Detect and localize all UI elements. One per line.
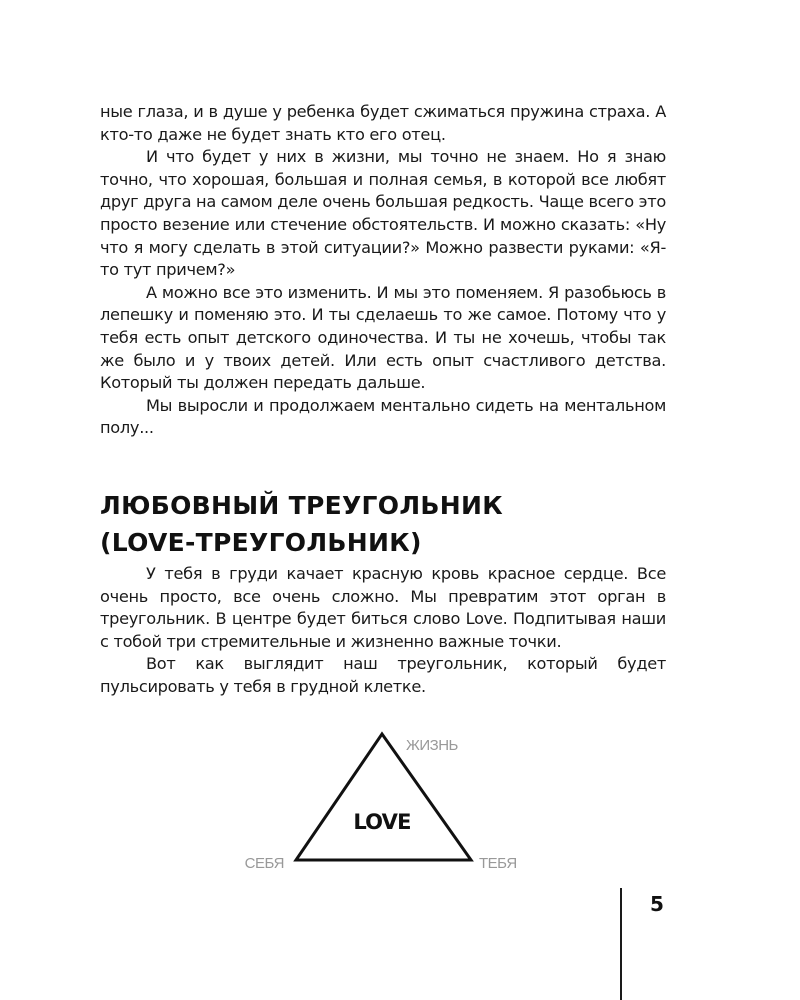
paragraph: ные глаза, и в душе у ребенка будет сжиматься пружина страха. А кто-то даже не будет знать кто его отец.: [100, 102, 666, 144]
love-triangle-diagram: [230, 728, 530, 878]
section-heading: [100, 487, 700, 561]
text-block-section: [100, 563, 666, 699]
paragraph: У тебя в груди качает красную кровь красное сердце. Все очень просто, все очень сложно. Мы превратим этот орган в треугольник. В центре будет биться слово Love. Подпитывая наши с тобой три стремительные и жизненно важные точки.: [100, 564, 666, 651]
paragraph: Мы выросли и продолжаем ментально сидеть на ментальном полу...: [100, 395, 666, 438]
paragraph: Вот как выглядит наш треугольник, который будет пульсировать у тебя в грудной клетке.: [100, 654, 666, 696]
section-heading-line-2: (LOVE-ТРЕУГОЛЬНИК): [100, 528, 422, 557]
page-number-divider: [620, 888, 622, 1000]
paragraph: А можно все это изменить. И мы это поменяем. Я разобьюсь в лепешку и поменяю это. И ты сделаешь то же самое. Потому что у тебя есть опыт детского одиночества. И ты не хочешь, чтобы так же было и у твоих детей. Или есть опыт счастливого детства. Который ты должен передать дальше.: [100, 282, 666, 393]
triangle-right-label: ТЕБЯ: [479, 855, 517, 872]
triangle-top-label: ЖИЗНЬ: [406, 737, 458, 754]
triangle-left-label: СЕБЯ: [244, 855, 284, 872]
paragraph: И что будет у них в жизни, мы точно не знаем. Но я знаю точно, что хорошая, большая и полная семья, в которой все любят друг друга на самом деле очень большая редкость. Чаще всего это просто везение или стечение обстоятельств. И можно сказать: «Ну что я могу сделать в этой ситуации?» Можно развести руками: «Я-то тут причем?»: [100, 147, 666, 280]
text-block-top: [100, 101, 666, 440]
section-heading-line-1: ЛЮБОВНЫЙ ТРЕУГОЛЬНИК: [100, 491, 503, 520]
page-number: 5: [650, 892, 664, 916]
triangle-center-label: LOVE: [353, 810, 411, 834]
